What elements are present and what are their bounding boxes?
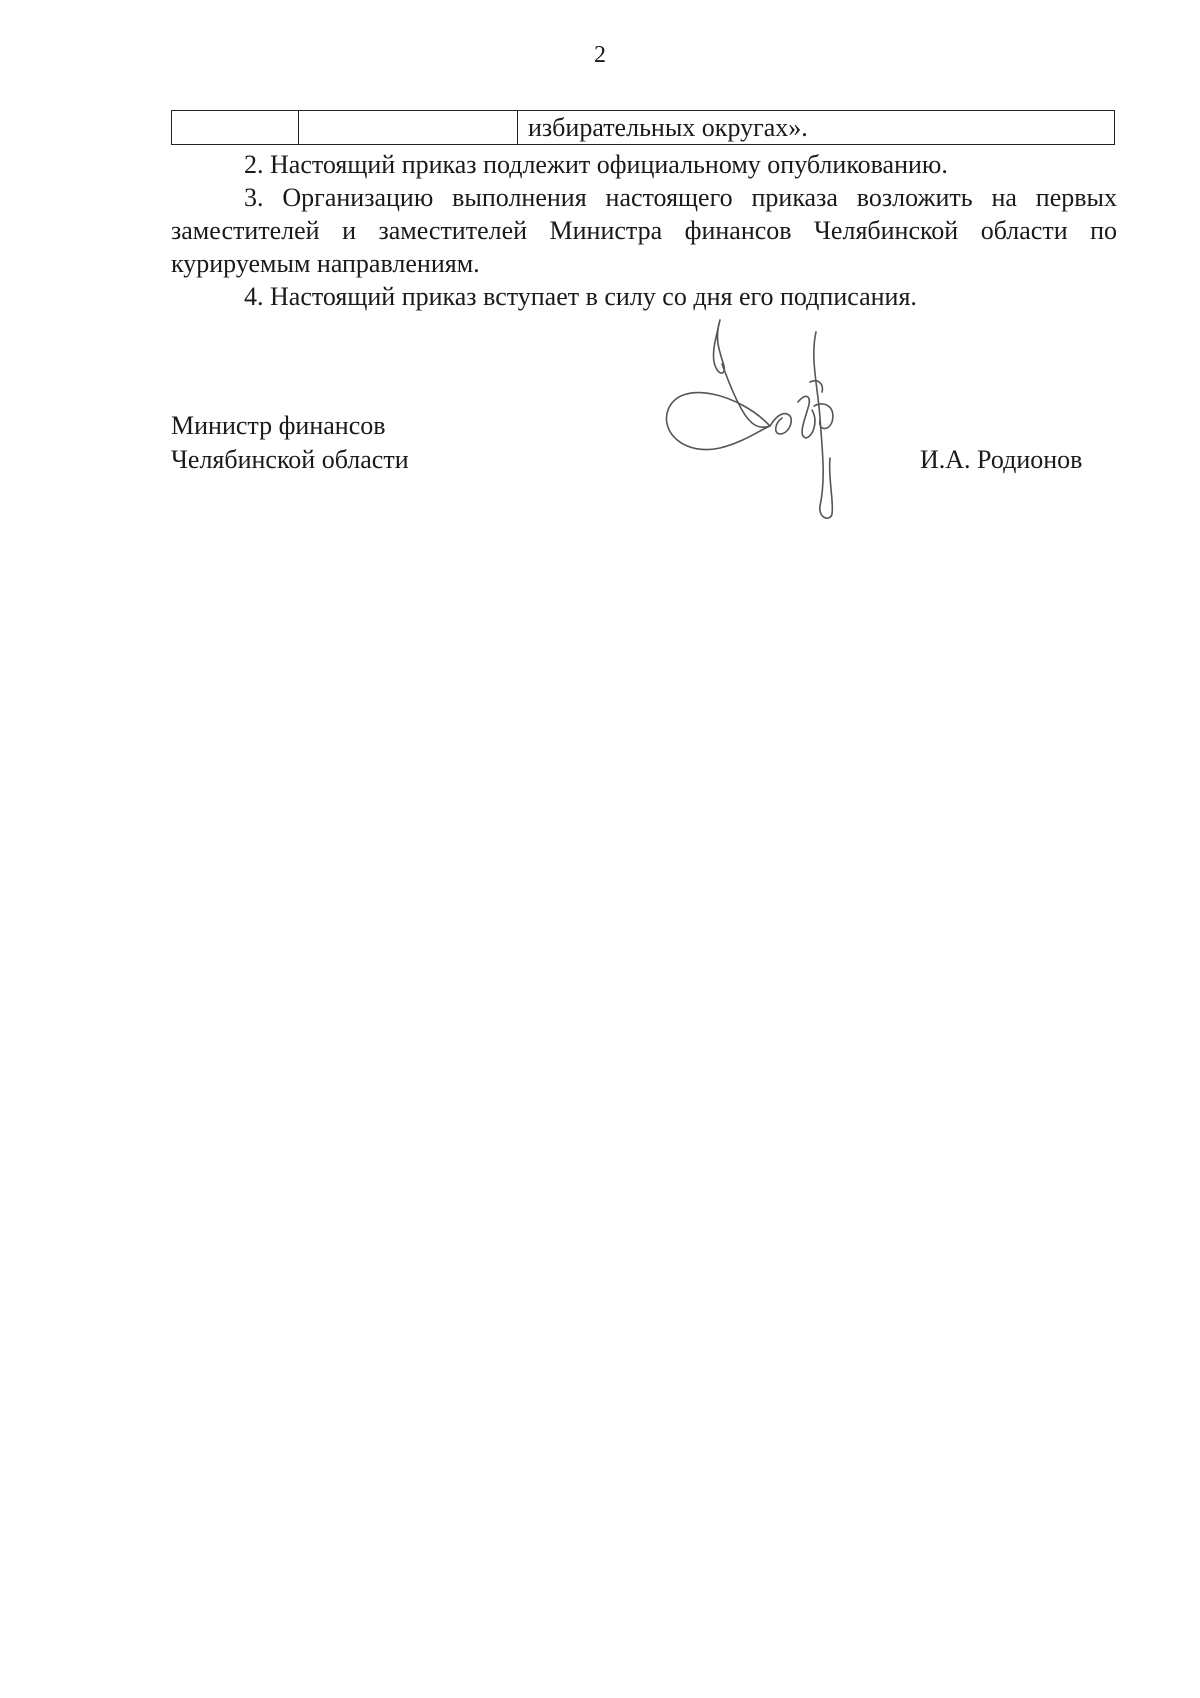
paragraph-2: 2. Настоящий приказ подлежит официальному опубликованию. — [244, 150, 948, 179]
signer-name: И.А. Родионов — [920, 445, 1083, 474]
table-fragment — [171, 110, 1115, 145]
table-cell-2 — [299, 111, 518, 144]
paragraph-3: 3. Организацию выполнения настоящего приказа возложить на первых заместителей и заместителей Министра финансов Челябинской области по курируемым направлениям. — [171, 183, 1117, 278]
table-cell-3: избирательных округах». — [528, 113, 808, 142]
signer-title — [171, 409, 409, 477]
signer-title-line-1: Министр финансов — [171, 411, 386, 440]
paragraph-4: 4. Настоящий приказ вступает в силу со дня его подписания. — [244, 282, 917, 311]
handwritten-signature — [660, 318, 870, 538]
order-text — [171, 148, 1117, 313]
table-cell-1 — [172, 111, 299, 144]
page-number: 2 — [594, 42, 606, 68]
signer-title-line-2: Челябинской области — [171, 445, 409, 474]
